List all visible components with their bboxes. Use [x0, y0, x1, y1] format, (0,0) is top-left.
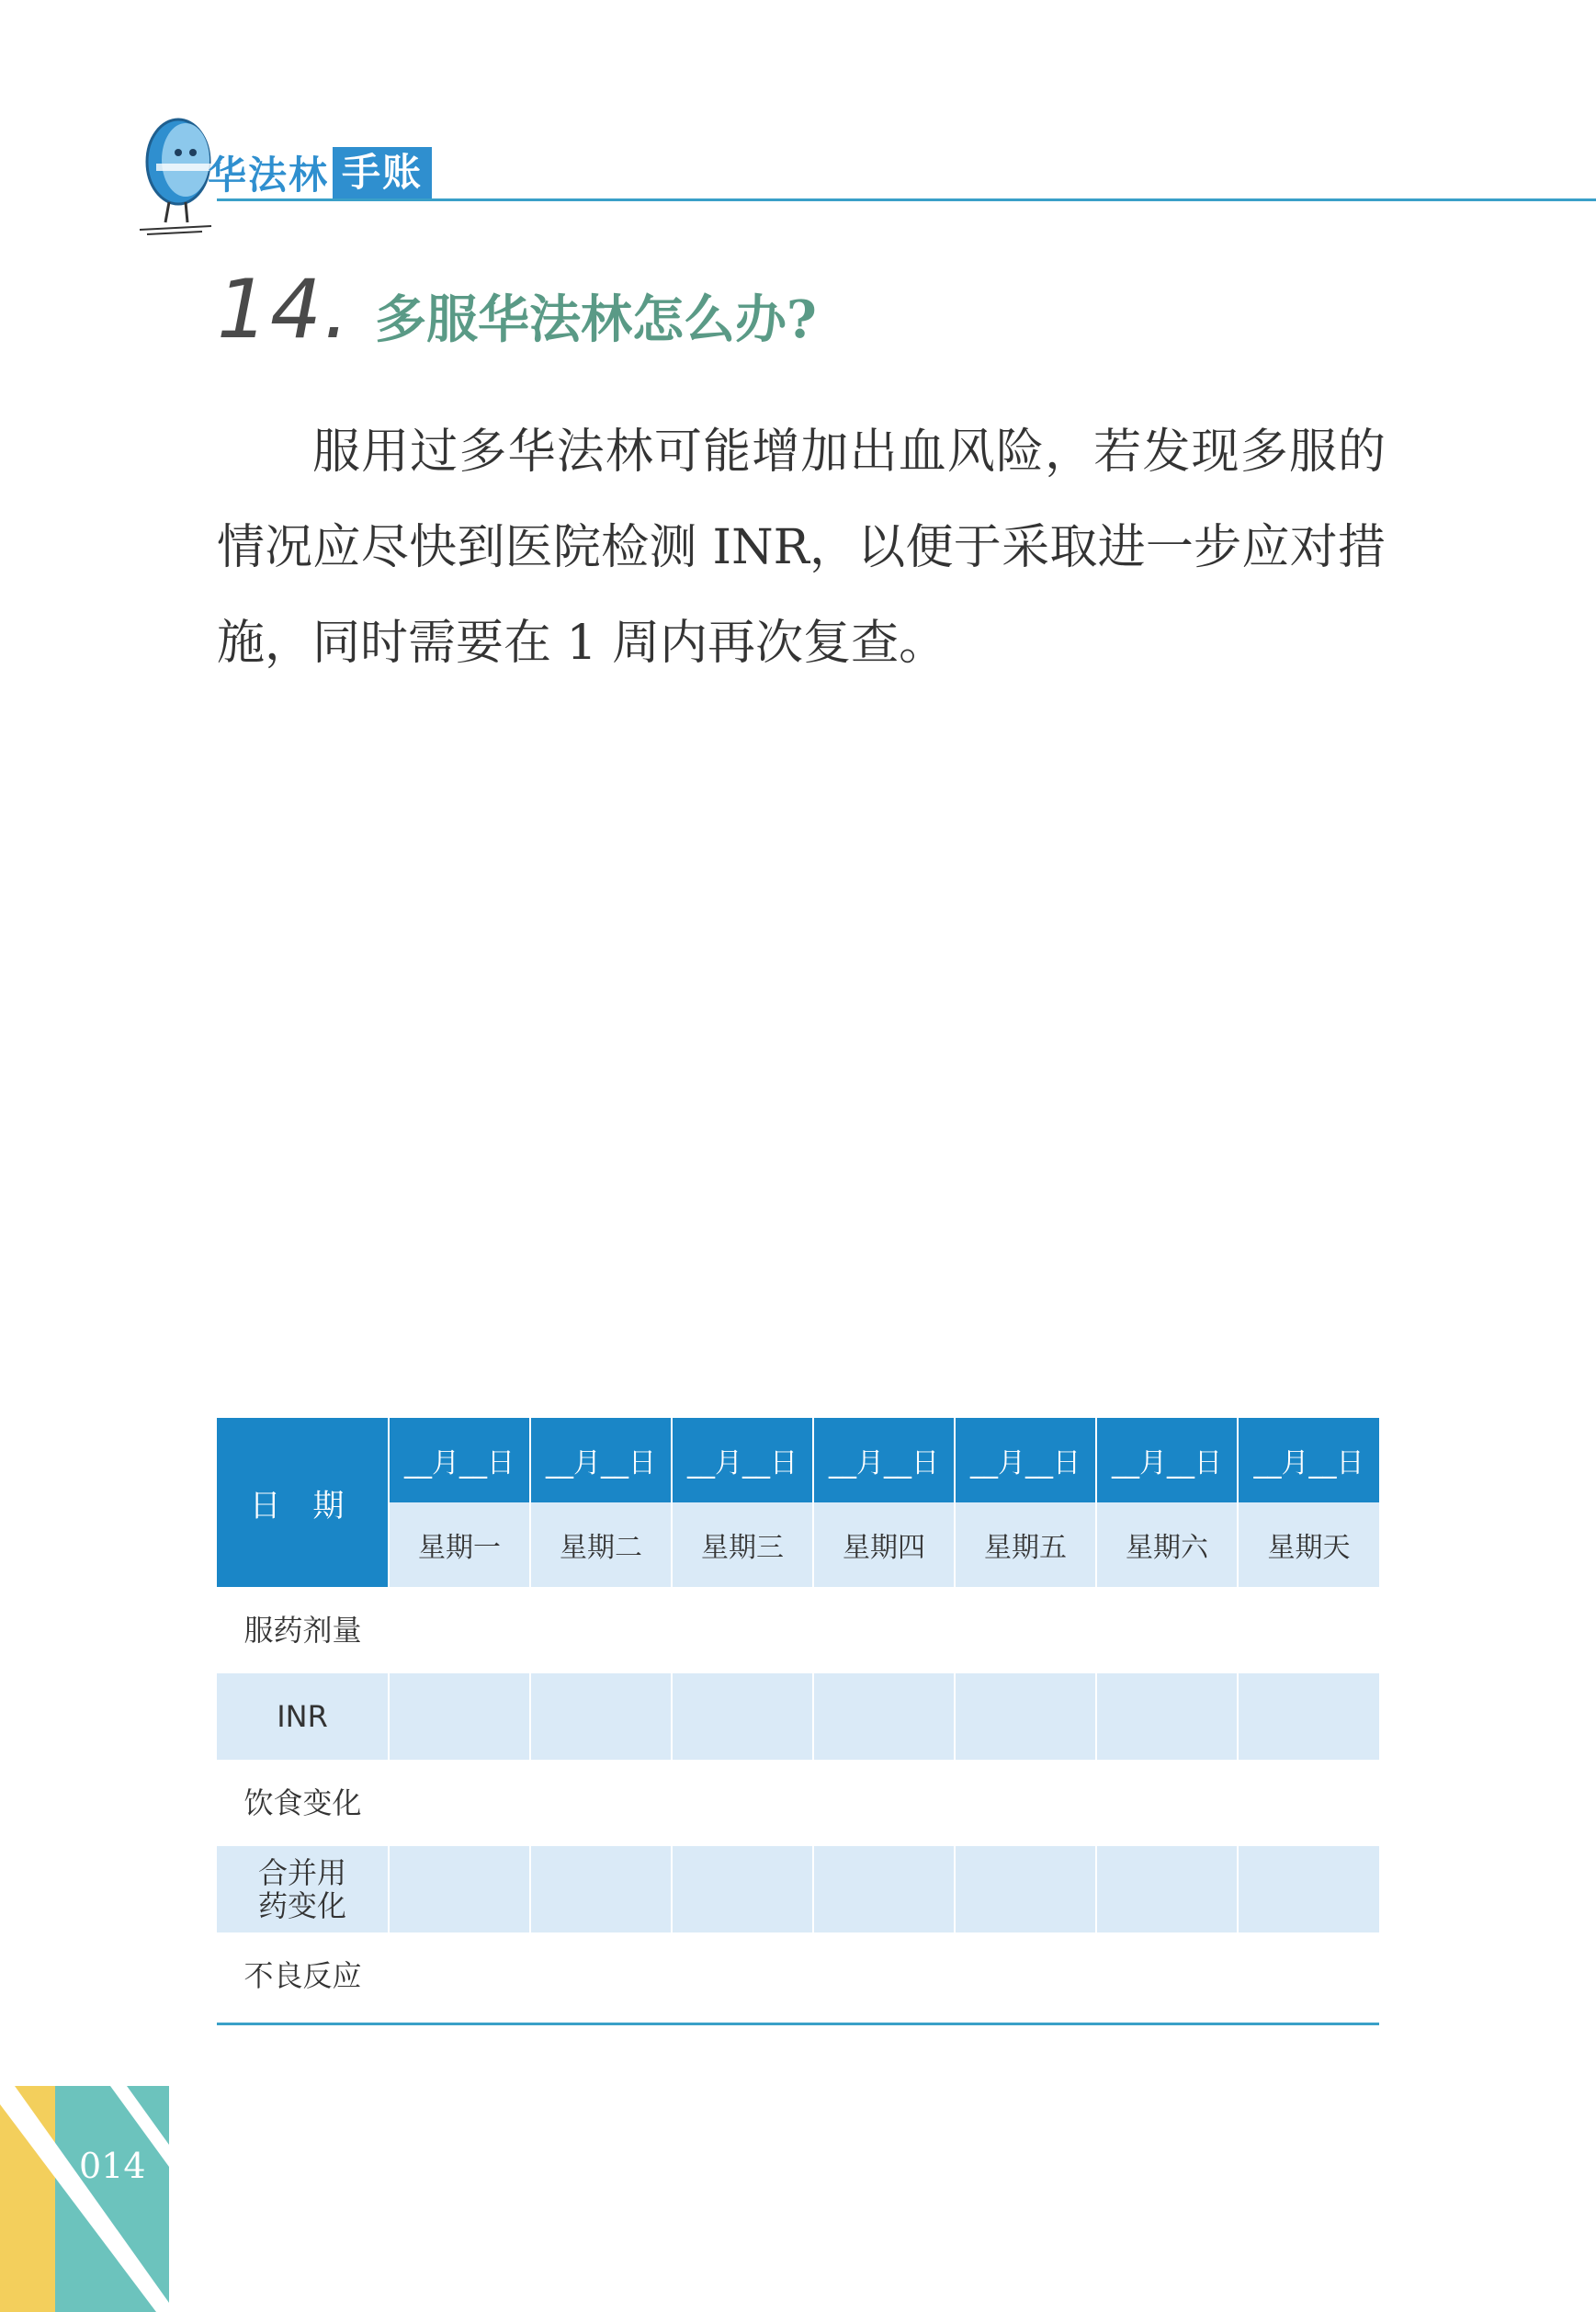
date-cell: __月__日 [1096, 1418, 1238, 1502]
section-title [217, 262, 817, 363]
table-bottom-rule [217, 2023, 1379, 2025]
page-header [0, 0, 1596, 239]
weekday-cell: 星期五 [955, 1502, 1096, 1587]
date-cell: __月__日 [955, 1418, 1096, 1502]
date-cell: __月__日 [672, 1418, 813, 1502]
date-cell: __月__日 [813, 1418, 955, 1502]
header-divider [217, 198, 1596, 201]
date-cell: __月__日 [389, 1418, 530, 1502]
entry-cell[interactable] [389, 1587, 530, 1673]
entry-cell[interactable] [1238, 1587, 1379, 1673]
record-table [217, 1418, 1379, 2019]
entry-cell[interactable] [530, 1673, 672, 1760]
entry-cell[interactable] [955, 1846, 1096, 1932]
body-paragraph: 服用过多华法林可能增加出血风险，若发现多服的情况应尽快到医院检测 INR，以便于采取进一步应对措施，同时需要在 1 周内再次复查。 [217, 425, 1386, 671]
entry-cell[interactable] [672, 1760, 813, 1846]
date-cell: __月__日 [1238, 1418, 1379, 1502]
brand-name: 华法林 [208, 153, 330, 198]
entry-cell[interactable] [1096, 1587, 1238, 1673]
entry-cell[interactable] [1238, 1932, 1379, 2019]
table-row [217, 1673, 1379, 1760]
row-label-text: 合并用药变化 [257, 1855, 346, 1923]
entry-cell[interactable] [672, 1932, 813, 2019]
row-label [217, 1846, 389, 1932]
entry-cell[interactable] [955, 1932, 1096, 2019]
weekday-cell: 星期天 [1238, 1502, 1379, 1587]
entry-cell[interactable] [530, 1587, 672, 1673]
section-number: 14. [217, 262, 351, 357]
entry-cell[interactable] [955, 1587, 1096, 1673]
table-row [217, 1932, 1379, 2019]
row-label: 服药剂量 [217, 1587, 389, 1673]
table-row [217, 1846, 1379, 1932]
table-row [217, 1760, 1379, 1846]
entry-cell[interactable] [1238, 1673, 1379, 1760]
row-label: INR [217, 1673, 389, 1760]
date-corner-label: 日 期 [217, 1418, 389, 1587]
entry-cell[interactable] [389, 1760, 530, 1846]
entry-cell[interactable] [1096, 1760, 1238, 1846]
weekday-cell: 星期四 [813, 1502, 955, 1587]
weekday-cell: 星期二 [530, 1502, 672, 1587]
entry-cell[interactable] [955, 1673, 1096, 1760]
entry-cell[interactable] [530, 1932, 672, 2019]
section-heading: 多服华法林怎么办? [374, 289, 817, 350]
entry-cell[interactable] [672, 1587, 813, 1673]
brand-logo [208, 147, 432, 198]
row-label: 不良反应 [217, 1932, 389, 2019]
entry-cell[interactable] [813, 1932, 955, 2019]
row-label: 饮食变化 [217, 1760, 389, 1846]
brand-tag: 手账 [333, 147, 432, 198]
entry-cell[interactable] [389, 1846, 530, 1932]
entry-cell[interactable] [813, 1760, 955, 1846]
weekday-cell: 星期六 [1096, 1502, 1238, 1587]
entry-cell[interactable] [813, 1846, 955, 1932]
entry-cell[interactable] [389, 1673, 530, 1760]
entry-cell[interactable] [672, 1846, 813, 1932]
entry-cell[interactable] [530, 1760, 672, 1846]
table-row [217, 1587, 1379, 1673]
page-corner-decoration [0, 2086, 175, 2312]
entry-cell[interactable] [1238, 1760, 1379, 1846]
entry-cell[interactable] [955, 1760, 1096, 1846]
entry-cell[interactable] [1238, 1846, 1379, 1932]
entry-cell[interactable] [1096, 1846, 1238, 1932]
date-cell: __月__日 [530, 1418, 672, 1502]
entry-cell[interactable] [672, 1673, 813, 1760]
page-number: 014 [79, 2146, 146, 2186]
entry-cell[interactable] [1096, 1932, 1238, 2019]
entry-cell[interactable] [389, 1932, 530, 2019]
weekday-cell: 星期一 [389, 1502, 530, 1587]
entry-cell[interactable] [813, 1587, 955, 1673]
entry-cell[interactable] [530, 1846, 672, 1932]
entry-cell[interactable] [813, 1673, 955, 1760]
weekday-cell: 星期三 [672, 1502, 813, 1587]
entry-cell[interactable] [1096, 1673, 1238, 1760]
